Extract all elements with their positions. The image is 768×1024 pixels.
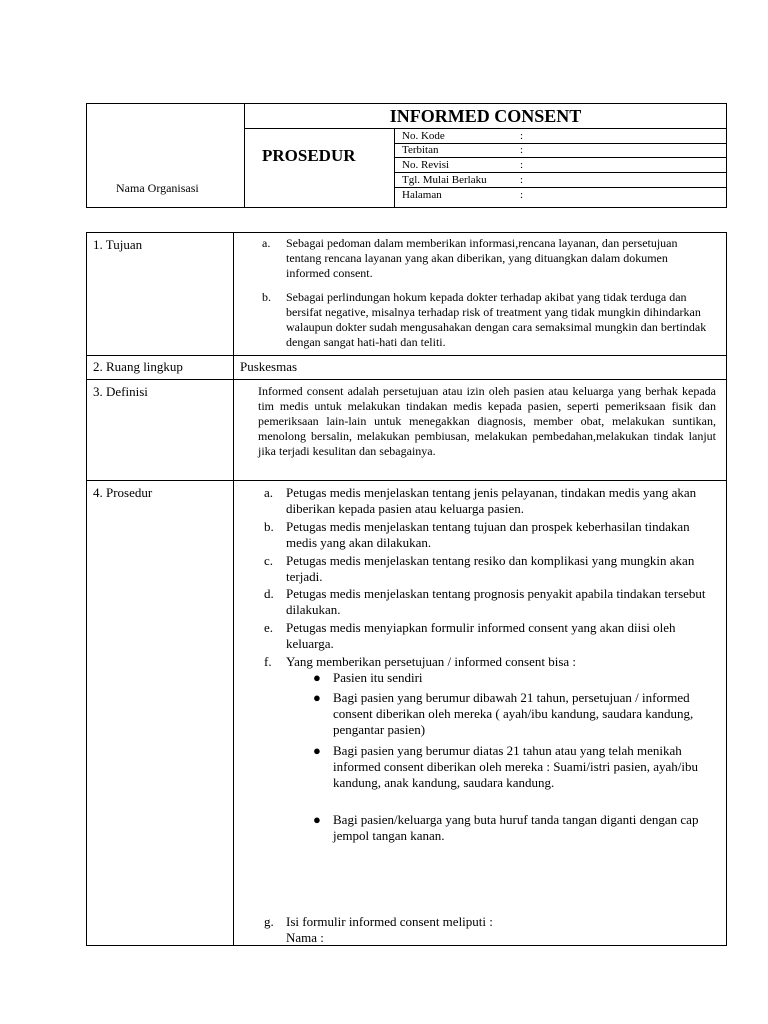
field-sep: : xyxy=(520,144,524,156)
bullet-item: Bagi pasien/keluarga yang buta huruf tanda tangan diganti dengan cap jempol tangan kanan. xyxy=(333,812,699,843)
field-label: Terbitan xyxy=(402,144,439,156)
row-label-tujuan: 1. Tujuan xyxy=(93,237,143,252)
list-item: Petugas medis menjelaskan tentang prognosis penyakit apabila tindakan tersebut dilakukan. xyxy=(286,586,706,617)
field-sep: : xyxy=(520,174,524,186)
field-sep: : xyxy=(520,189,524,201)
bullet-icon: ● xyxy=(313,670,321,685)
bullet-item: Pasien itu sendiri xyxy=(333,670,423,685)
list-item: Petugas medis menjelaskan tentang tujuan dan prospek keberhasilan tindakan medis yang akan dilakukan. xyxy=(286,519,690,550)
list-item: Petugas medis menjelaskan tentang jenis pelayanan, tindakan medis yang akan diberikan kepada pasien atau keluarga pasien. xyxy=(286,485,697,516)
list-marker: a. xyxy=(264,485,274,500)
bullet-icon: ● xyxy=(313,743,321,758)
field-label: Tgl. Mulai Berlaku xyxy=(402,174,487,186)
list-marker: d. xyxy=(264,586,274,601)
list-marker: f. xyxy=(264,654,272,669)
list-item: Petugas medis menjelaskan tentang resiko dan komplikasi yang mungkin akan terjadi. xyxy=(286,553,695,584)
row-label-definisi: 3. Definisi xyxy=(93,384,148,399)
ruang-lingkup-value: Puskesmas xyxy=(240,359,298,374)
bullet-icon: ● xyxy=(313,690,321,705)
bullet-icon: ● xyxy=(313,812,321,827)
list-sub-item: Nama : xyxy=(286,930,324,945)
bullet-item: Bagi pasien yang berumur diatas 21 tahun atau yang telah menikah informed consent diberikan oleh mereka : Suami/istri pasien, ayah/ibu kandung, anak kandung, saudara kandung. xyxy=(333,743,698,790)
list-marker: b. xyxy=(264,519,274,534)
list-item: Yang memberikan persetujuan / informed consent bisa : xyxy=(286,654,577,669)
list-marker: a. xyxy=(262,236,271,250)
field-label: No. Kode xyxy=(402,130,445,142)
definisi-text: Informed consent adalah persetujuan atau izin oleh pasien atau keluarga yang berhak kepada tim medis untuk melakukan tindakan medis kepada pasien, seperti pemeriksaan fisik dan pemeriksaan lain-lain untuk menegakkan diagnosis, member obat, melakukan suntikan, menolong bersalin, melakukan pembiusan, melakukan pembedahan,melakukan tindak lanjut jika terjadi kesulitan dan sebagainya. xyxy=(258,384,716,458)
list-marker: b. xyxy=(262,290,271,304)
field-sep: : xyxy=(520,130,524,142)
list-item: Isi formulir informed consent meliputi : xyxy=(286,914,493,929)
list-marker: e. xyxy=(264,620,274,635)
field-label: No. Revisi xyxy=(402,159,450,171)
row-label-ruang-lingkup: 2. Ruang lingkup xyxy=(93,359,183,374)
bullet-item: Bagi pasien yang berumur dibawah 21 tahun, persetujuan / informed consent diberikan oleh mereka ( ayah/ibu kandung, saudara kandung, pengantar pasien) xyxy=(333,690,694,737)
section-title: PROSEDUR xyxy=(262,146,356,165)
document-title: INFORMED CONSENT xyxy=(389,106,582,126)
list-marker: c. xyxy=(264,553,274,568)
list-item: Sebagai perlindungan hokum kepada dokter terhadap akibat yang tidak terduga dan bersifat negative, misalnya terhadap risk of treatment yang tidak mungkin dihindarkan walaupun dokter sudah mengusahakan dengan cara semaksimal mungkin dan bertindak dengan sangat hati-hati dan teliti. xyxy=(286,290,707,349)
list-item: Sebagai pedoman dalam memberikan informasi,rencana layanan, dan persetujuan tentang rencana layanan yang akan diberikan, yang dituangkan dalam dokumen informed consent. xyxy=(286,236,678,280)
field-sep: : xyxy=(520,159,524,171)
organization-name: Nama Organisasi xyxy=(116,181,199,195)
field-label: Halaman xyxy=(402,189,442,201)
list-item: Petugas medis menyiapkan formulir informed consent yang akan diisi oleh keluarga. xyxy=(286,620,676,651)
list-marker: g. xyxy=(264,914,274,929)
row-label-prosedur: 4. Prosedur xyxy=(93,485,153,500)
